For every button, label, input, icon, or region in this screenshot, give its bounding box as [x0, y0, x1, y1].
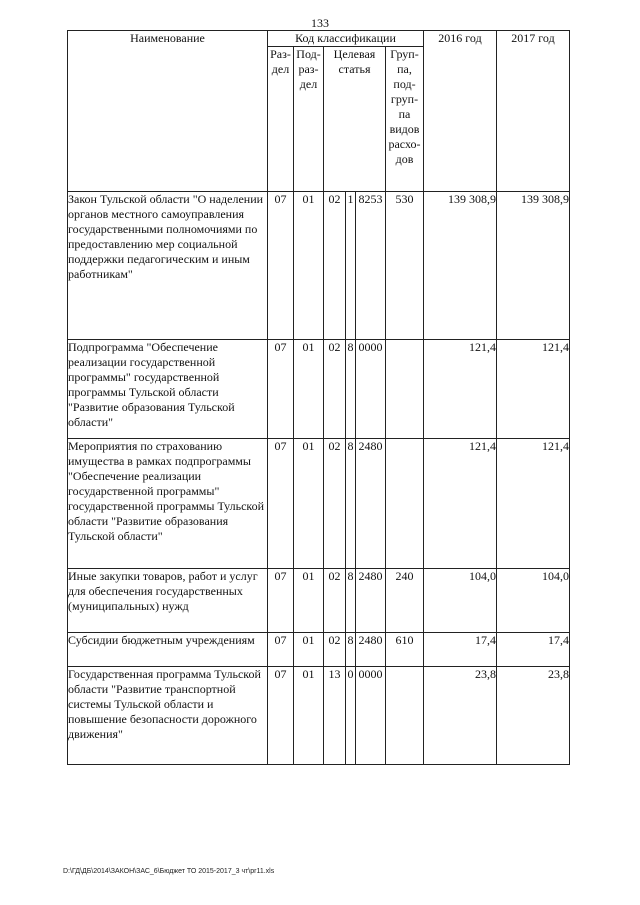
- header-name: Наименование: [68, 31, 268, 192]
- header-tselevaya-line: статья: [338, 62, 371, 76]
- row-amount-2016: 121,4: [424, 439, 497, 569]
- row-name: Закон Тульской области "О наделении органов местного самоуправления государственными полномочиями по предоставлению мер социальной поддержки педагогическим и иным работникам": [68, 192, 268, 340]
- header-gruppa-line: под-: [393, 77, 416, 91]
- table-row: [68, 667, 570, 765]
- header-classification: Код классификации: [268, 31, 424, 47]
- row-vid: 610: [386, 633, 424, 667]
- row-podrazdel: 01: [294, 667, 324, 765]
- header-podrazdel-line: раз-: [298, 62, 319, 76]
- row-razdel: 07: [268, 569, 294, 633]
- row-cs-direction: 2480: [356, 569, 386, 633]
- header-gruppa: [386, 47, 424, 192]
- row-cs-subprogram: 8: [346, 633, 356, 667]
- budget-table: [67, 30, 570, 765]
- header-gruppa-line: расхо-: [388, 137, 421, 151]
- row-razdel: 07: [268, 439, 294, 569]
- row-cs-subprogram: 8: [346, 340, 356, 439]
- row-amount-2016: 139 308,9: [424, 192, 497, 340]
- row-podrazdel: 01: [294, 439, 324, 569]
- row-name: Подпрограмма "Обеспечение реализации государственной программы" государственной программы Тульской области "Развитие образования Тульской области": [68, 340, 268, 439]
- row-razdel: 07: [268, 192, 294, 340]
- row-name: Иные закупки товаров, работ и услуг для обеспечения государственных (муниципальных) нужд: [68, 569, 268, 633]
- header-podrazdel-line: дел: [299, 77, 318, 91]
- row-cs-program: 02: [324, 340, 346, 439]
- row-vid: 530: [386, 192, 424, 340]
- header-podrazdel: [294, 47, 324, 192]
- row-amount-2017: 17,4: [497, 633, 570, 667]
- table-row: [68, 569, 570, 633]
- header-razdel-line: дел: [271, 62, 290, 76]
- table-row: [68, 340, 570, 439]
- row-podrazdel: 01: [294, 340, 324, 439]
- row-razdel: 07: [268, 340, 294, 439]
- row-cs-program: 02: [324, 633, 346, 667]
- row-vid: [386, 340, 424, 439]
- header-gruppa-line: груп-: [390, 92, 419, 106]
- row-vid: [386, 439, 424, 569]
- row-amount-2017: 104,0: [497, 569, 570, 633]
- row-cs-program: 02: [324, 439, 346, 569]
- row-podrazdel: 01: [294, 569, 324, 633]
- table-row: [68, 439, 570, 569]
- header-gruppa-line: па: [398, 107, 411, 121]
- row-cs-program: 13: [324, 667, 346, 765]
- header-tselevaya-line: Целевая: [333, 47, 376, 61]
- header-year-2017: 2017 год: [497, 31, 570, 192]
- row-amount-2016: 17,4: [424, 633, 497, 667]
- row-cs-direction: 0000: [356, 340, 386, 439]
- row-razdel: 07: [268, 633, 294, 667]
- row-cs-program: 02: [324, 569, 346, 633]
- row-cs-subprogram: 8: [346, 569, 356, 633]
- row-amount-2017: 23,8: [497, 667, 570, 765]
- row-name: Субсидии бюджетным учреждениям: [68, 633, 268, 667]
- row-cs-subprogram: 1: [346, 192, 356, 340]
- row-podrazdel: 01: [294, 633, 324, 667]
- row-name: Мероприятия по страхованию имущества в рамках подпрограммы "Обеспечение реализации государственной программы" государственной программы Тульской области "Развитие образования Тульской области": [68, 439, 268, 569]
- row-cs-direction: 2480: [356, 439, 386, 569]
- file-path-footer: D:\ГД\ДБ\2014\ЗАКОН\ЗАС_6\Бюджет ТО 2015-2017_3 чт\pr11.xls: [63, 868, 275, 875]
- table-row: [68, 192, 570, 340]
- row-amount-2017: 121,4: [497, 340, 570, 439]
- row-cs-direction: 8253: [356, 192, 386, 340]
- row-podrazdel: 01: [294, 192, 324, 340]
- row-cs-program: 02: [324, 192, 346, 340]
- header-razdel-line: Раз-: [270, 47, 291, 61]
- row-razdel: 07: [268, 667, 294, 765]
- header-row-1: [68, 31, 570, 47]
- header-gruppa-line: дов: [395, 152, 414, 166]
- header-gruppa-line: па,: [397, 62, 412, 76]
- row-amount-2017: 121,4: [497, 439, 570, 569]
- row-name: Государственная программа Тульской области "Развитие транспортной системы Тульской области и повышение безопасности дорожного движения": [68, 667, 268, 765]
- page-number: 133: [311, 16, 329, 30]
- header-year-2016: 2016 год: [424, 31, 497, 192]
- row-amount-2016: 104,0: [424, 569, 497, 633]
- header-gruppa-line: Груп-: [390, 47, 419, 61]
- row-cs-subprogram: 8: [346, 439, 356, 569]
- header-razdel: [268, 47, 294, 192]
- row-vid: [386, 667, 424, 765]
- row-cs-subprogram: 0: [346, 667, 356, 765]
- row-amount-2017: 139 308,9: [497, 192, 570, 340]
- table-row: [68, 633, 570, 667]
- header-tselevaya: [324, 47, 386, 192]
- header-podrazdel-line: Под-: [296, 47, 321, 61]
- row-amount-2016: 121,4: [424, 340, 497, 439]
- row-vid: 240: [386, 569, 424, 633]
- row-amount-2016: 23,8: [424, 667, 497, 765]
- row-cs-direction: 2480: [356, 633, 386, 667]
- row-cs-direction: 0000: [356, 667, 386, 765]
- header-gruppa-line: видов: [389, 122, 420, 136]
